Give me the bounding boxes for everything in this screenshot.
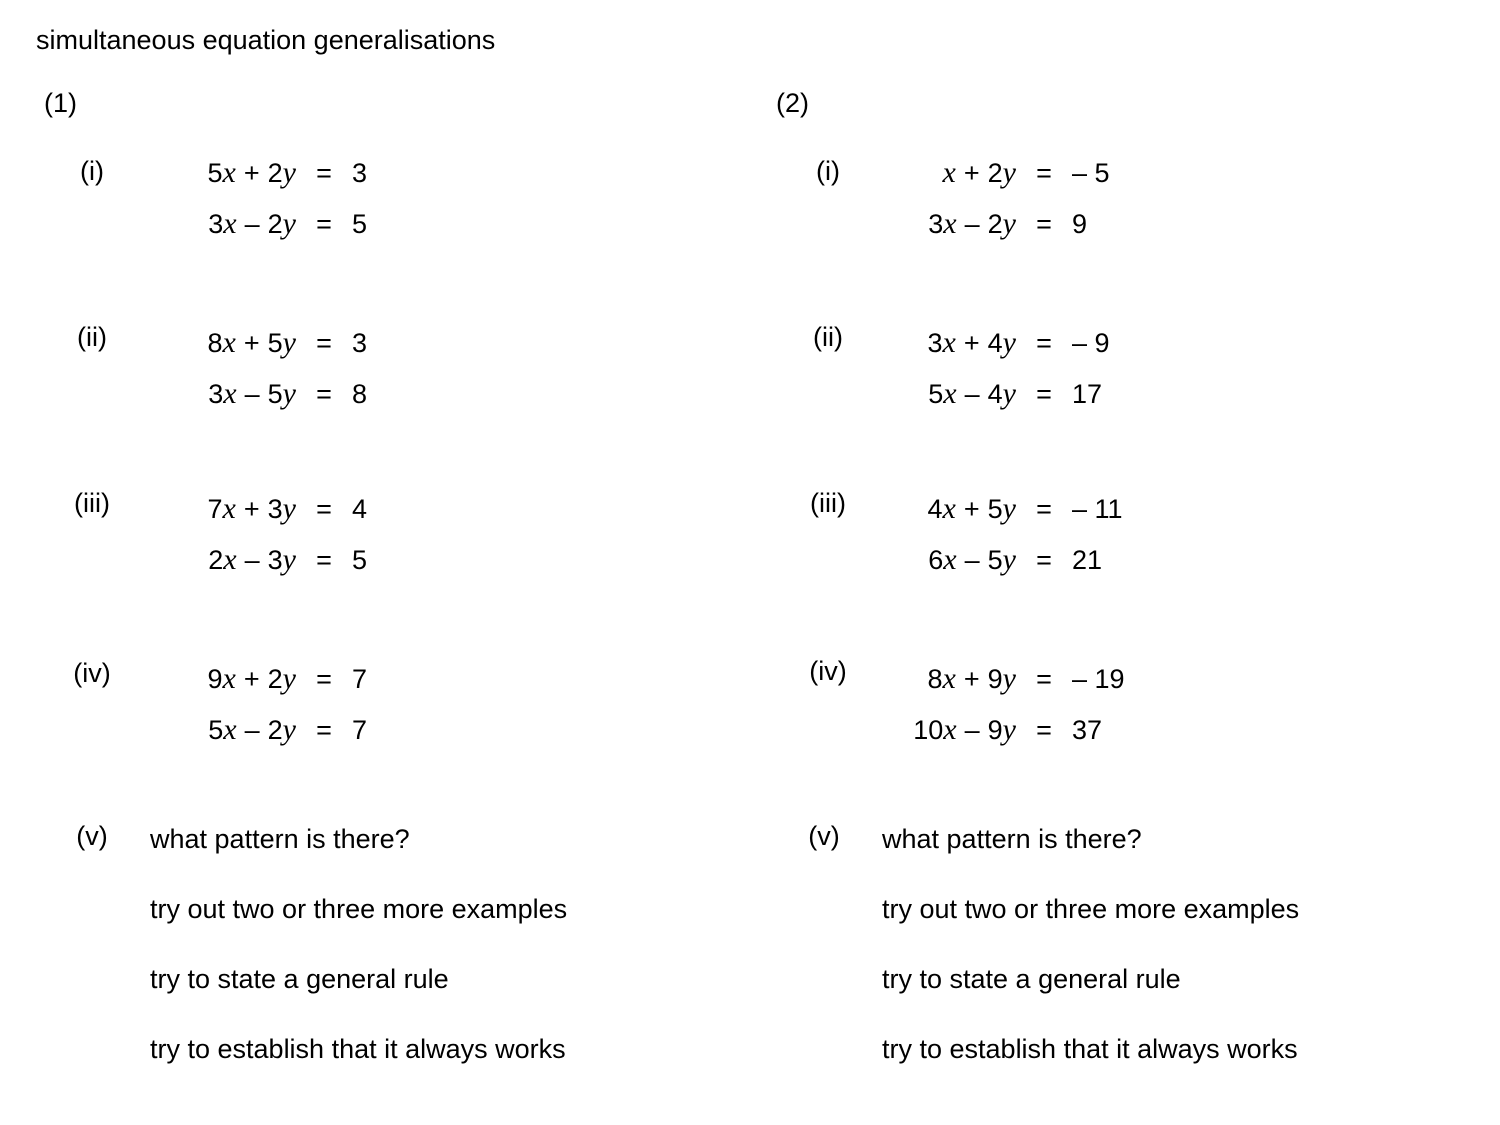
equation — [816, 328, 1110, 358]
equals-sign: = — [316, 494, 332, 524]
coefficient-x: 5 — [207, 158, 223, 188]
equation-rhs: 37 — [1072, 715, 1103, 745]
coefficient-x: 6 — [928, 545, 944, 575]
equation-rhs: 5 — [352, 545, 368, 575]
section-number: (2) — [776, 88, 809, 118]
variable-y: y — [1002, 543, 1016, 576]
coefficient-y: 5 — [987, 545, 1003, 575]
equation-rhs: 3 — [352, 328, 368, 358]
variable-x: x — [942, 326, 956, 359]
equation-rhs: 9 — [1072, 209, 1088, 239]
coefficient-y: 4 — [987, 328, 1003, 358]
equals-sign: = — [1036, 494, 1052, 524]
prompt-text: try to state a general rule — [150, 964, 449, 994]
equation — [96, 209, 367, 239]
variable-x: x — [943, 713, 957, 746]
equation-lhs — [96, 158, 296, 188]
operator: – — [244, 715, 260, 745]
equation-lhs — [816, 328, 1016, 358]
variable-x: x — [222, 492, 236, 525]
operator: + — [243, 494, 260, 524]
equation — [96, 664, 367, 694]
equation-rhs: – 9 — [1072, 328, 1110, 358]
coefficient-y: 9 — [987, 664, 1003, 694]
variable-x: x — [223, 543, 237, 576]
coefficient-y: 2 — [987, 158, 1003, 188]
variable-y: y — [282, 662, 296, 695]
variable-y: y — [1002, 662, 1016, 695]
part-label: (iv) — [809, 656, 847, 686]
part-label: (i) — [816, 156, 840, 186]
variable-y: y — [1002, 207, 1016, 240]
equation — [816, 545, 1102, 575]
variable-y: y — [1002, 492, 1016, 525]
equals-sign: = — [1036, 545, 1052, 575]
prompt-text: try out two or three more examples — [882, 894, 1300, 924]
equation — [816, 209, 1087, 239]
prompt-text: try to establish that it always works — [882, 1034, 1298, 1064]
operator: – — [964, 545, 980, 575]
equation-lhs — [816, 715, 1016, 745]
operator: – — [964, 379, 980, 409]
variable-y: y — [282, 326, 296, 359]
equation — [816, 494, 1123, 524]
equation-lhs — [96, 545, 296, 575]
equation-lhs — [96, 328, 296, 358]
coefficient-x: 4 — [927, 494, 943, 524]
equation-rhs: – 11 — [1072, 494, 1123, 524]
coefficient-y: 2 — [987, 209, 1003, 239]
coefficient-x: 8 — [927, 664, 943, 694]
equation-rhs: – 19 — [1072, 664, 1125, 694]
part-label: (iii) — [810, 488, 846, 518]
part-label: (ii) — [813, 322, 843, 352]
equation-lhs — [816, 209, 1016, 239]
operator: – — [244, 209, 260, 239]
variable-y: y — [282, 207, 296, 240]
prompt-text: try to state a general rule — [882, 964, 1181, 994]
coefficient-x: 9 — [207, 664, 223, 694]
equation-lhs — [96, 209, 296, 239]
variable-x: x — [942, 492, 956, 525]
equation-rhs: – 5 — [1072, 158, 1110, 188]
variable-x: x — [223, 377, 237, 410]
equals-sign: = — [316, 328, 332, 358]
variable-x: x — [222, 662, 236, 695]
coefficient-y: 2 — [267, 209, 283, 239]
equation-lhs — [816, 158, 1016, 188]
operator: – — [964, 209, 980, 239]
equation-rhs: 7 — [352, 664, 368, 694]
coefficient-y: 2 — [267, 158, 283, 188]
equation — [816, 664, 1125, 694]
equation-lhs — [96, 379, 296, 409]
coefficient-y: 5 — [987, 494, 1003, 524]
equation-lhs — [96, 664, 296, 694]
equation — [96, 328, 367, 358]
coefficient-x: 3 — [208, 209, 224, 239]
variable-x: x — [223, 713, 237, 746]
coefficient-y: 4 — [987, 379, 1003, 409]
variable-y: y — [1002, 326, 1016, 359]
prompt-text: try out two or three more examples — [150, 894, 568, 924]
operator: + — [963, 664, 980, 694]
equals-sign: = — [1036, 158, 1052, 188]
coefficient-x: 3 — [928, 209, 944, 239]
equation — [96, 545, 367, 575]
prompt-text: what pattern is there? — [882, 824, 1142, 854]
operator: + — [963, 158, 980, 188]
part-label-v: (v) — [808, 821, 840, 851]
coefficient-x: 10 — [913, 715, 944, 745]
operator: + — [963, 328, 980, 358]
variable-x: x — [222, 326, 236, 359]
variable-y: y — [282, 156, 296, 189]
coefficient-x: 5 — [928, 379, 944, 409]
variable-x: x — [942, 662, 956, 695]
variable-y: y — [1002, 156, 1016, 189]
equation-rhs: 5 — [352, 209, 368, 239]
part-label: (ii) — [77, 322, 107, 352]
coefficient-y: 5 — [267, 379, 283, 409]
equals-sign: = — [1036, 664, 1052, 694]
variable-y: y — [282, 492, 296, 525]
equation — [96, 158, 367, 188]
equals-sign: = — [316, 158, 332, 188]
part-label: (iii) — [74, 488, 110, 518]
part-label: (i) — [80, 156, 104, 186]
equation-rhs: 3 — [352, 158, 368, 188]
variable-x: x — [943, 377, 957, 410]
variable-x: x — [223, 207, 237, 240]
operator: + — [243, 328, 260, 358]
equation-lhs — [816, 664, 1016, 694]
page-title: simultaneous equation generalisations — [36, 25, 496, 55]
coefficient-x: 3 — [927, 328, 943, 358]
coefficient-y: 2 — [267, 664, 283, 694]
equals-sign: = — [316, 664, 332, 694]
equals-sign: = — [316, 209, 332, 239]
coefficient-x: 2 — [208, 545, 224, 575]
variable-y: y — [1002, 377, 1016, 410]
part-label: (iv) — [73, 658, 111, 688]
variable-x: x — [943, 543, 957, 576]
operator: – — [964, 715, 980, 745]
equation — [96, 715, 367, 745]
equation-lhs — [816, 494, 1016, 524]
coefficient-y: 9 — [987, 715, 1003, 745]
variable-y: y — [1002, 713, 1016, 746]
prompt-text: try to establish that it always works — [150, 1034, 566, 1064]
equation-lhs — [816, 545, 1016, 575]
equation-lhs — [816, 379, 1016, 409]
operator: – — [244, 379, 260, 409]
operator: + — [243, 158, 260, 188]
variable-x: x — [943, 207, 957, 240]
part-label-v: (v) — [76, 821, 108, 851]
equation — [96, 494, 367, 524]
section-number: (1) — [44, 88, 77, 118]
equation-rhs: 21 — [1072, 545, 1103, 575]
equals-sign: = — [316, 379, 332, 409]
variable-y: y — [282, 713, 296, 746]
coefficient-y: 3 — [267, 545, 283, 575]
equals-sign: = — [316, 715, 332, 745]
variable-y: y — [282, 377, 296, 410]
equation-rhs: 8 — [352, 379, 368, 409]
equation-rhs: 17 — [1072, 379, 1103, 409]
equation-rhs: 7 — [352, 715, 368, 745]
operator: + — [963, 494, 980, 524]
equation-rhs: 4 — [352, 494, 368, 524]
equation-lhs — [96, 715, 296, 745]
coefficient-x: 5 — [208, 715, 224, 745]
equation-lhs — [96, 494, 296, 524]
equation — [816, 158, 1110, 188]
equals-sign: = — [1036, 328, 1052, 358]
equals-sign: = — [316, 545, 332, 575]
equals-sign: = — [1036, 209, 1052, 239]
coefficient-y: 3 — [267, 494, 283, 524]
coefficient-x: 3 — [208, 379, 224, 409]
variable-y: y — [282, 543, 296, 576]
variable-x: x — [942, 156, 956, 189]
coefficient-y: 2 — [267, 715, 283, 745]
equation — [816, 715, 1102, 745]
coefficient-x: 7 — [207, 494, 223, 524]
operator: + — [243, 664, 260, 694]
prompt-text: what pattern is there? — [150, 824, 410, 854]
equals-sign: = — [1036, 715, 1052, 745]
operator: – — [244, 545, 260, 575]
variable-x: x — [222, 156, 236, 189]
equation — [96, 379, 367, 409]
equals-sign: = — [1036, 379, 1052, 409]
coefficient-y: 5 — [267, 328, 283, 358]
coefficient-x: 8 — [207, 328, 223, 358]
equation — [816, 379, 1102, 409]
